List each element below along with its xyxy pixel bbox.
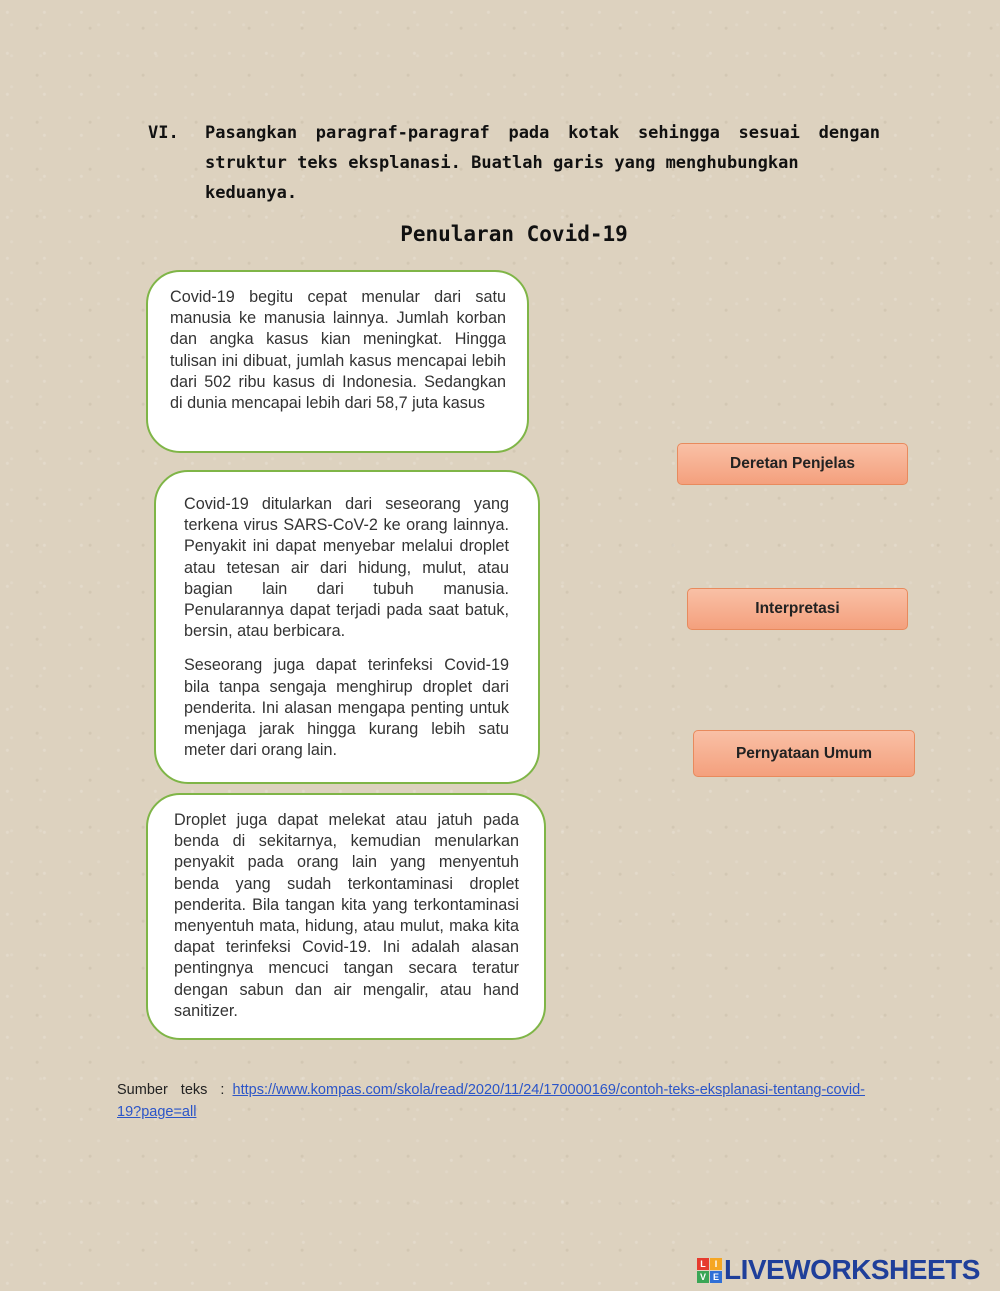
liveworksheets-logo — [697, 1254, 980, 1286]
paragraph-box-2[interactable] — [154, 470, 540, 784]
instruction-line-2: struktur teks eksplanasi. Buatlah garis yang menghubungkan keduanya. — [205, 153, 799, 203]
page-title: Penularan Covid-19 — [400, 222, 628, 246]
paragraph-box-3[interactable] — [146, 793, 546, 1040]
logo-icon — [697, 1258, 722, 1283]
source-lead: Sumber teks : — [117, 1082, 225, 1098]
label-interpretasi[interactable]: Interpretasi — [687, 588, 908, 630]
logo-letter-v: V — [697, 1271, 709, 1283]
logo-letter-i: I — [710, 1258, 722, 1270]
paragraph-text-2: Seseorang juga dapat terinfeksi Covid-19 bila tanpa sengaja menghirup droplet dari penderita. Ini alasan mengapa penting untuk menjaga jarak hingga kurang lebih satu meter dari orang lain. — [184, 656, 509, 760]
logo-letter-l: L — [697, 1258, 709, 1270]
instruction-number: VI. — [148, 123, 179, 143]
instruction — [148, 118, 880, 208]
paragraph-text: Covid-19 ditularkan dari seseorang yang terkena virus SARS-CoV-2 ke orang lainnya. Penyakit ini dapat menyebar melalui droplet atau tetesan air dari hidung, mulut, atau bagian lain dari tubuh manusia. Penularannya dapat terjadi pada saat batuk, bersin, atau berbicara. — [184, 495, 509, 641]
source-link[interactable]: https://www.kompas.com/skola/read/2020/11/24/170000169/contoh-teks-eksplanasi-tentang-covid-19?page=all — [117, 1082, 865, 1120]
paragraph-box-1[interactable] — [146, 270, 529, 453]
instruction-line-1: Pasangkan paragraf-paragraf pada kotak sehingga sesuai dengan — [205, 123, 880, 143]
label-deretan-penjelas[interactable]: Deretan Penjelas — [677, 443, 908, 485]
logo-wordmark: LIVEWORKSHEETS — [724, 1254, 980, 1285]
source-citation — [117, 1079, 882, 1123]
logo-letter-e: E — [710, 1271, 722, 1283]
label-pernyataan-umum[interactable]: Pernyataan Umum — [693, 730, 915, 777]
paragraph-text: Covid-19 begitu cepat menular dari satu manusia ke manusia lainnya. Jumlah korban dan angka kasus kian meningkat. Hingga tulisan ini dibuat, jumlah kasus mencapai lebih dari 502 ribu kasus di Indonesia. Sedangkan di dunia mencapai lebih dari 58,7 juta kasus — [170, 288, 506, 413]
paragraph-text: Droplet juga dapat melekat atau jatuh pada benda di sekitarnya, kemudian menularkan penyakit pada orang lain yang menyentuh benda yang sudah terkontaminasi droplet penderita. Bila tangan kita yang terkontaminasi menyentuh mata, hidung, atau mulut, maka kita dapat terinfeksi Covid-19. Ini adalah alasan pentingnya mencuci tangan secara teratur dengan sabun dan air mengalir, atau hand sanitizer. — [174, 811, 519, 1020]
